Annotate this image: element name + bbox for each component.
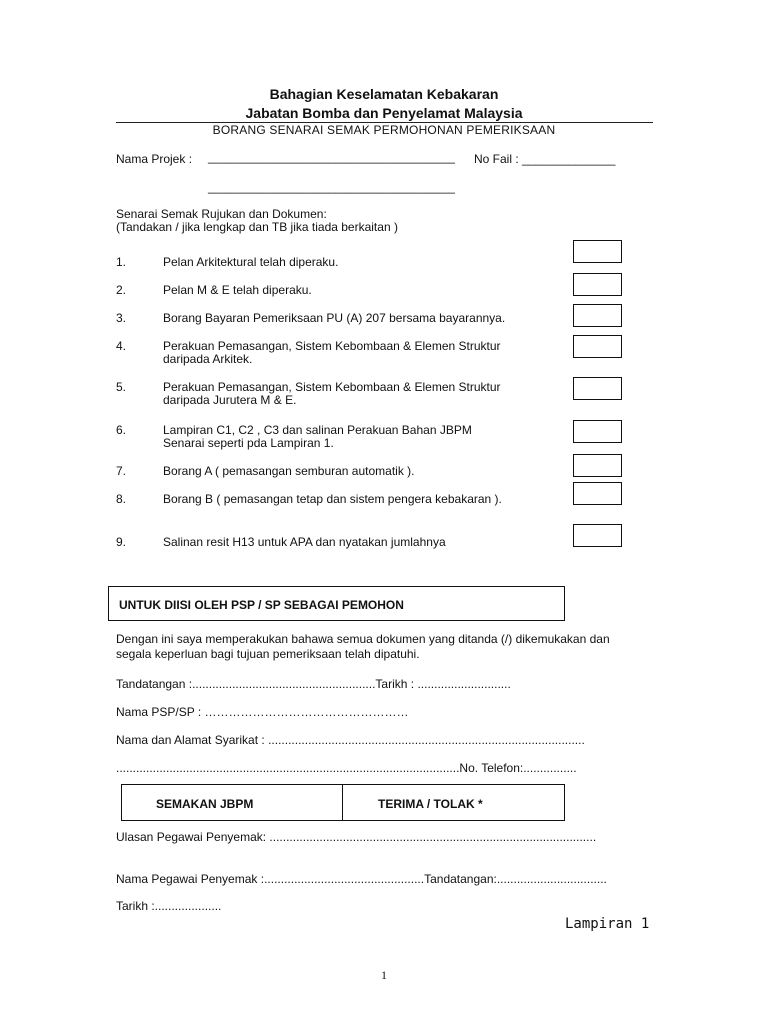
jbpm-divider [342, 785, 343, 820]
project-name-line-2: _____________________________________ [208, 180, 455, 194]
item-number: 1. [116, 255, 127, 269]
item-number: 6. [116, 423, 127, 437]
checkbox-item-8[interactable] [573, 482, 622, 505]
item-text-continued: Senarai seperti pda Lampiran 1. [163, 436, 334, 450]
applicant-section-box [108, 586, 565, 621]
page-number: 1 [381, 968, 387, 982]
jbpm-review-label: SEMAKAN JBPM [156, 797, 254, 811]
item-text: Lampiran C1, C2 , C3 dan salinan Perakuan Bahan JBPM [163, 423, 472, 437]
jbpm-review-box [121, 784, 565, 821]
checkbox-item-6[interactable] [573, 420, 622, 443]
item-text: Pelan M & E telah diperaku. [163, 283, 312, 297]
item-number: 7. [116, 464, 127, 478]
item-text-continued: daripada Jurutera M & E. [163, 393, 297, 407]
company-address-phone-field[interactable]: .......................................................................................................No. Telefon:................ [116, 761, 577, 775]
project-name-line: _____________________________________ [208, 150, 455, 164]
signature-date-field[interactable]: Tandatangan :.......................................................Tarikh : ............................ [116, 677, 511, 691]
checkbox-item-7[interactable] [573, 454, 622, 477]
item-number: 5. [116, 380, 127, 394]
item-text: Borang A ( pemasangan semburan automatik ). [163, 464, 415, 478]
checkbox-item-5[interactable] [573, 377, 622, 400]
checkbox-item-3[interactable] [573, 304, 622, 327]
checkbox-item-4[interactable] [573, 335, 622, 358]
item-number: 8. [116, 492, 127, 506]
header-line2: Jabatan Bomba dan Penyelamat Malaysia [245, 105, 523, 121]
item-text: Salinan resit H13 untuk APA dan nyatakan jumlahnya [163, 535, 446, 549]
header-line1: Bahagian Keselamatan Kebakaran [269, 86, 499, 102]
checkbox-item-9[interactable] [573, 524, 622, 547]
lampiran-label: Lampiran 1 [565, 916, 650, 932]
checklist-instruction: (Tandakan / jika lengkap dan TB jika tiada berkaitan ) [116, 220, 398, 234]
accept-reject-label: TERIMA / TOLAK * [378, 797, 483, 811]
item-number: 4. [116, 339, 127, 353]
reviewer-remarks-field[interactable]: Ulasan Pegawai Penyemak: .................................................................................................. [116, 830, 597, 844]
review-date-field[interactable]: Tarikh :.................... [116, 899, 222, 913]
declaration-line-2: segala keperluan bagi tujuan pemeriksaan telah dipatuhi. [116, 647, 420, 661]
form-title: BORANG SENARAI SEMAK PERMOHONAN PEMERIKSAAN [212, 123, 556, 137]
applicant-section-title: UNTUK DIISI OLEH PSP / SP SEBAGAI PEMOHON [119, 598, 404, 612]
file-number-label: No Fail : ______________ [474, 152, 616, 166]
item-text: Borang B ( pemasangan tetap dan sistem pengera kebakaran ). [163, 492, 502, 506]
checkbox-item-1[interactable] [573, 240, 622, 263]
item-text: Pelan Arkitektural telah diperaku. [163, 255, 339, 269]
item-text: Perakuan Pemasangan, Sistem Kebombaan & Elemen Struktur [163, 339, 501, 353]
project-name-label: Nama Projek : [116, 152, 193, 166]
checklist-heading: Senarai Semak Rujukan dan Dokumen: [116, 207, 327, 221]
reviewer-name-signature-field[interactable]: Nama Pegawai Penyemak :................................................Tandatangan:................................. [116, 872, 607, 886]
item-number: 3. [116, 311, 127, 325]
item-number: 9. [116, 535, 127, 549]
item-text: Perakuan Pemasangan, Sistem Kebombaan & Elemen Struktur [163, 380, 501, 394]
item-text-continued: daripada Arkitek. [163, 352, 253, 366]
item-number: 2. [116, 283, 127, 297]
company-address-field[interactable]: Nama dan Alamat Syarikat : ............................................................................................... [116, 733, 585, 747]
declaration-line-1: Dengan ini saya memperakukan bahawa semua dokumen yang ditanda (/) dikemukakan dan [116, 632, 610, 646]
psp-name-field[interactable]: Nama PSP/SP : …………………………………………… [116, 705, 409, 719]
item-text: Borang Bayaran Pemeriksaan PU (A) 207 bersama bayarannya. [163, 311, 506, 325]
checkbox-item-2[interactable] [573, 273, 622, 296]
